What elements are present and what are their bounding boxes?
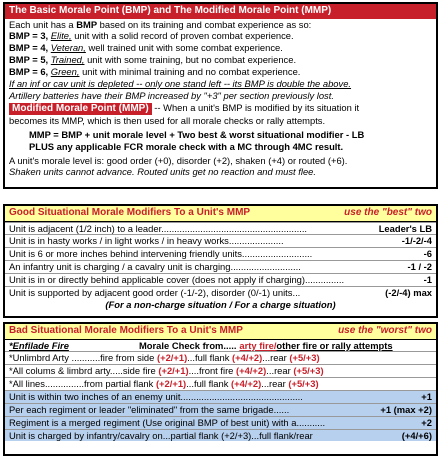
good-modifier-row: Unit is in hasty works / in light works / in heavy works..................... -1/-2/-4 <box>5 234 436 247</box>
bad-modifier-row: Unit is charged by infantry/cavalry on...partial flank (+2/+3)...full flank/rear (+4/+6) <box>5 429 436 442</box>
bmp-level-trained: BMP = 5, Trained, unit with some training, but no combat experience. <box>9 54 297 66</box>
shaken-routed-line: Shaken units cannot advance. Routed units get no reaction and must flee. <box>9 166 316 178</box>
enfilade-row: *All lines...............from partial flank (+2/+1)...full flank (+4/+2)...rear (+5/+3) <box>5 377 436 390</box>
mmp-subtitle: Modified Morale Point (MMP) <box>9 103 152 116</box>
bad-modifier-row: Regiment is a merged regiment (Use original BMP of best unit) with a........... +2 <box>5 416 436 429</box>
basic-morale-section <box>3 2 438 189</box>
morale-level-line: A unit's morale level is: good order (+0), disorder (+2), shaken (+4) or routed (+6). <box>9 154 348 166</box>
good-modifiers-footnote: (For a non-charge situation / For a charge situation) <box>105 298 336 310</box>
good-modifier-row: An infantry unit is charging / a cavalry unit is charging........................... -1 / -2 <box>5 260 436 273</box>
good-modifiers-section <box>3 204 438 318</box>
basic-morale-title: The Basic Morale Point (BMP) and The Modified Morale Point (MMP) <box>5 4 436 19</box>
good-modifier-row: Unit is supported by adjacent good order (-1/-2), disorder (0/-1) units... (-2/-4) max <box>5 286 436 299</box>
depleted-rule: If an inf or cav unit is depleted -- only one stand left -- its BMP is double the above. <box>9 77 352 89</box>
good-modifier-row: Unit is in or directly behind applicable cover (does not apply if charging)............... -1 <box>5 273 436 286</box>
enfilade-arty: arty fire/ <box>239 339 277 351</box>
bad-modifier-row: Unit is within two inches of an enemy unit............................................... +1 <box>5 390 436 403</box>
good-modifiers-title: Good Situational Morale Modifiers To a Unit's MMP <box>9 207 251 218</box>
bmp-level-veteran: BMP = 4, Veteran, well trained unit with some combat experience. <box>9 42 283 54</box>
enfilade-row: *All colums & limbrd arty.....side fire (+2/+1)....front fire (+4/+2)...rear (+5/+3) <box>5 364 436 377</box>
basic-intro: Each unit has a BMP based on its training and combat experience as so: <box>9 18 312 30</box>
enfilade-header <box>5 340 436 352</box>
mmp-formula: MMP = BMP + unit morale level + Two best & worst situational modifier - LB PLUS any applicable FCR morale check with a MC through 4MC result. <box>29 128 365 152</box>
mmp-heading-line: Modified Morale Point (MMP) -- When a unit's BMP is modified by its situation it <box>5 102 436 116</box>
enfilade-check: Morale Check from..... <box>139 339 237 351</box>
artillery-rule: Artillery batteries have their BMP increased by "+3" per section previously lost. <box>9 89 334 101</box>
good-modifier-row: Unit is 6 or more inches behind intervening friendly units........................... -6 <box>5 247 436 260</box>
bmp-level-elite: BMP = 3, Elite, unit with a solid record of proven combat experience. <box>9 30 294 42</box>
good-modifiers-note: use the "best" two <box>344 207 432 218</box>
bad-modifiers-title: Bad Situational Morale Modifiers To a Unit's MMP <box>9 325 243 336</box>
bmp-level-green: BMP = 6, Green, unit with minimal training and no combat experience. <box>9 65 301 77</box>
enfilade-label: *Enfilade Fire <box>9 339 69 351</box>
mmp-text: becomes its MMP, which is then used for all morale checks or rally attempts. <box>9 115 326 127</box>
bad-modifier-row: Per each regiment or leader "eliminated" from the same brigade...... +1 (max +2) <box>5 403 436 416</box>
enfilade-other: other fire or rally attempts <box>276 339 393 351</box>
good-modifier-row: Unit is adjacent (1/2 inch) to a leader........................................................ Leader's LB <box>5 222 436 235</box>
enfilade-row: *Unlimbrd Arty ...........fire from side (+2/+1)...full flank (+4/+2)...rear (+5/+3) <box>5 351 436 364</box>
bad-modifiers-section <box>3 322 438 456</box>
good-modifiers-header <box>5 206 436 222</box>
bad-modifiers-header <box>5 324 436 340</box>
bad-modifiers-note: use the "worst" two <box>338 325 432 336</box>
